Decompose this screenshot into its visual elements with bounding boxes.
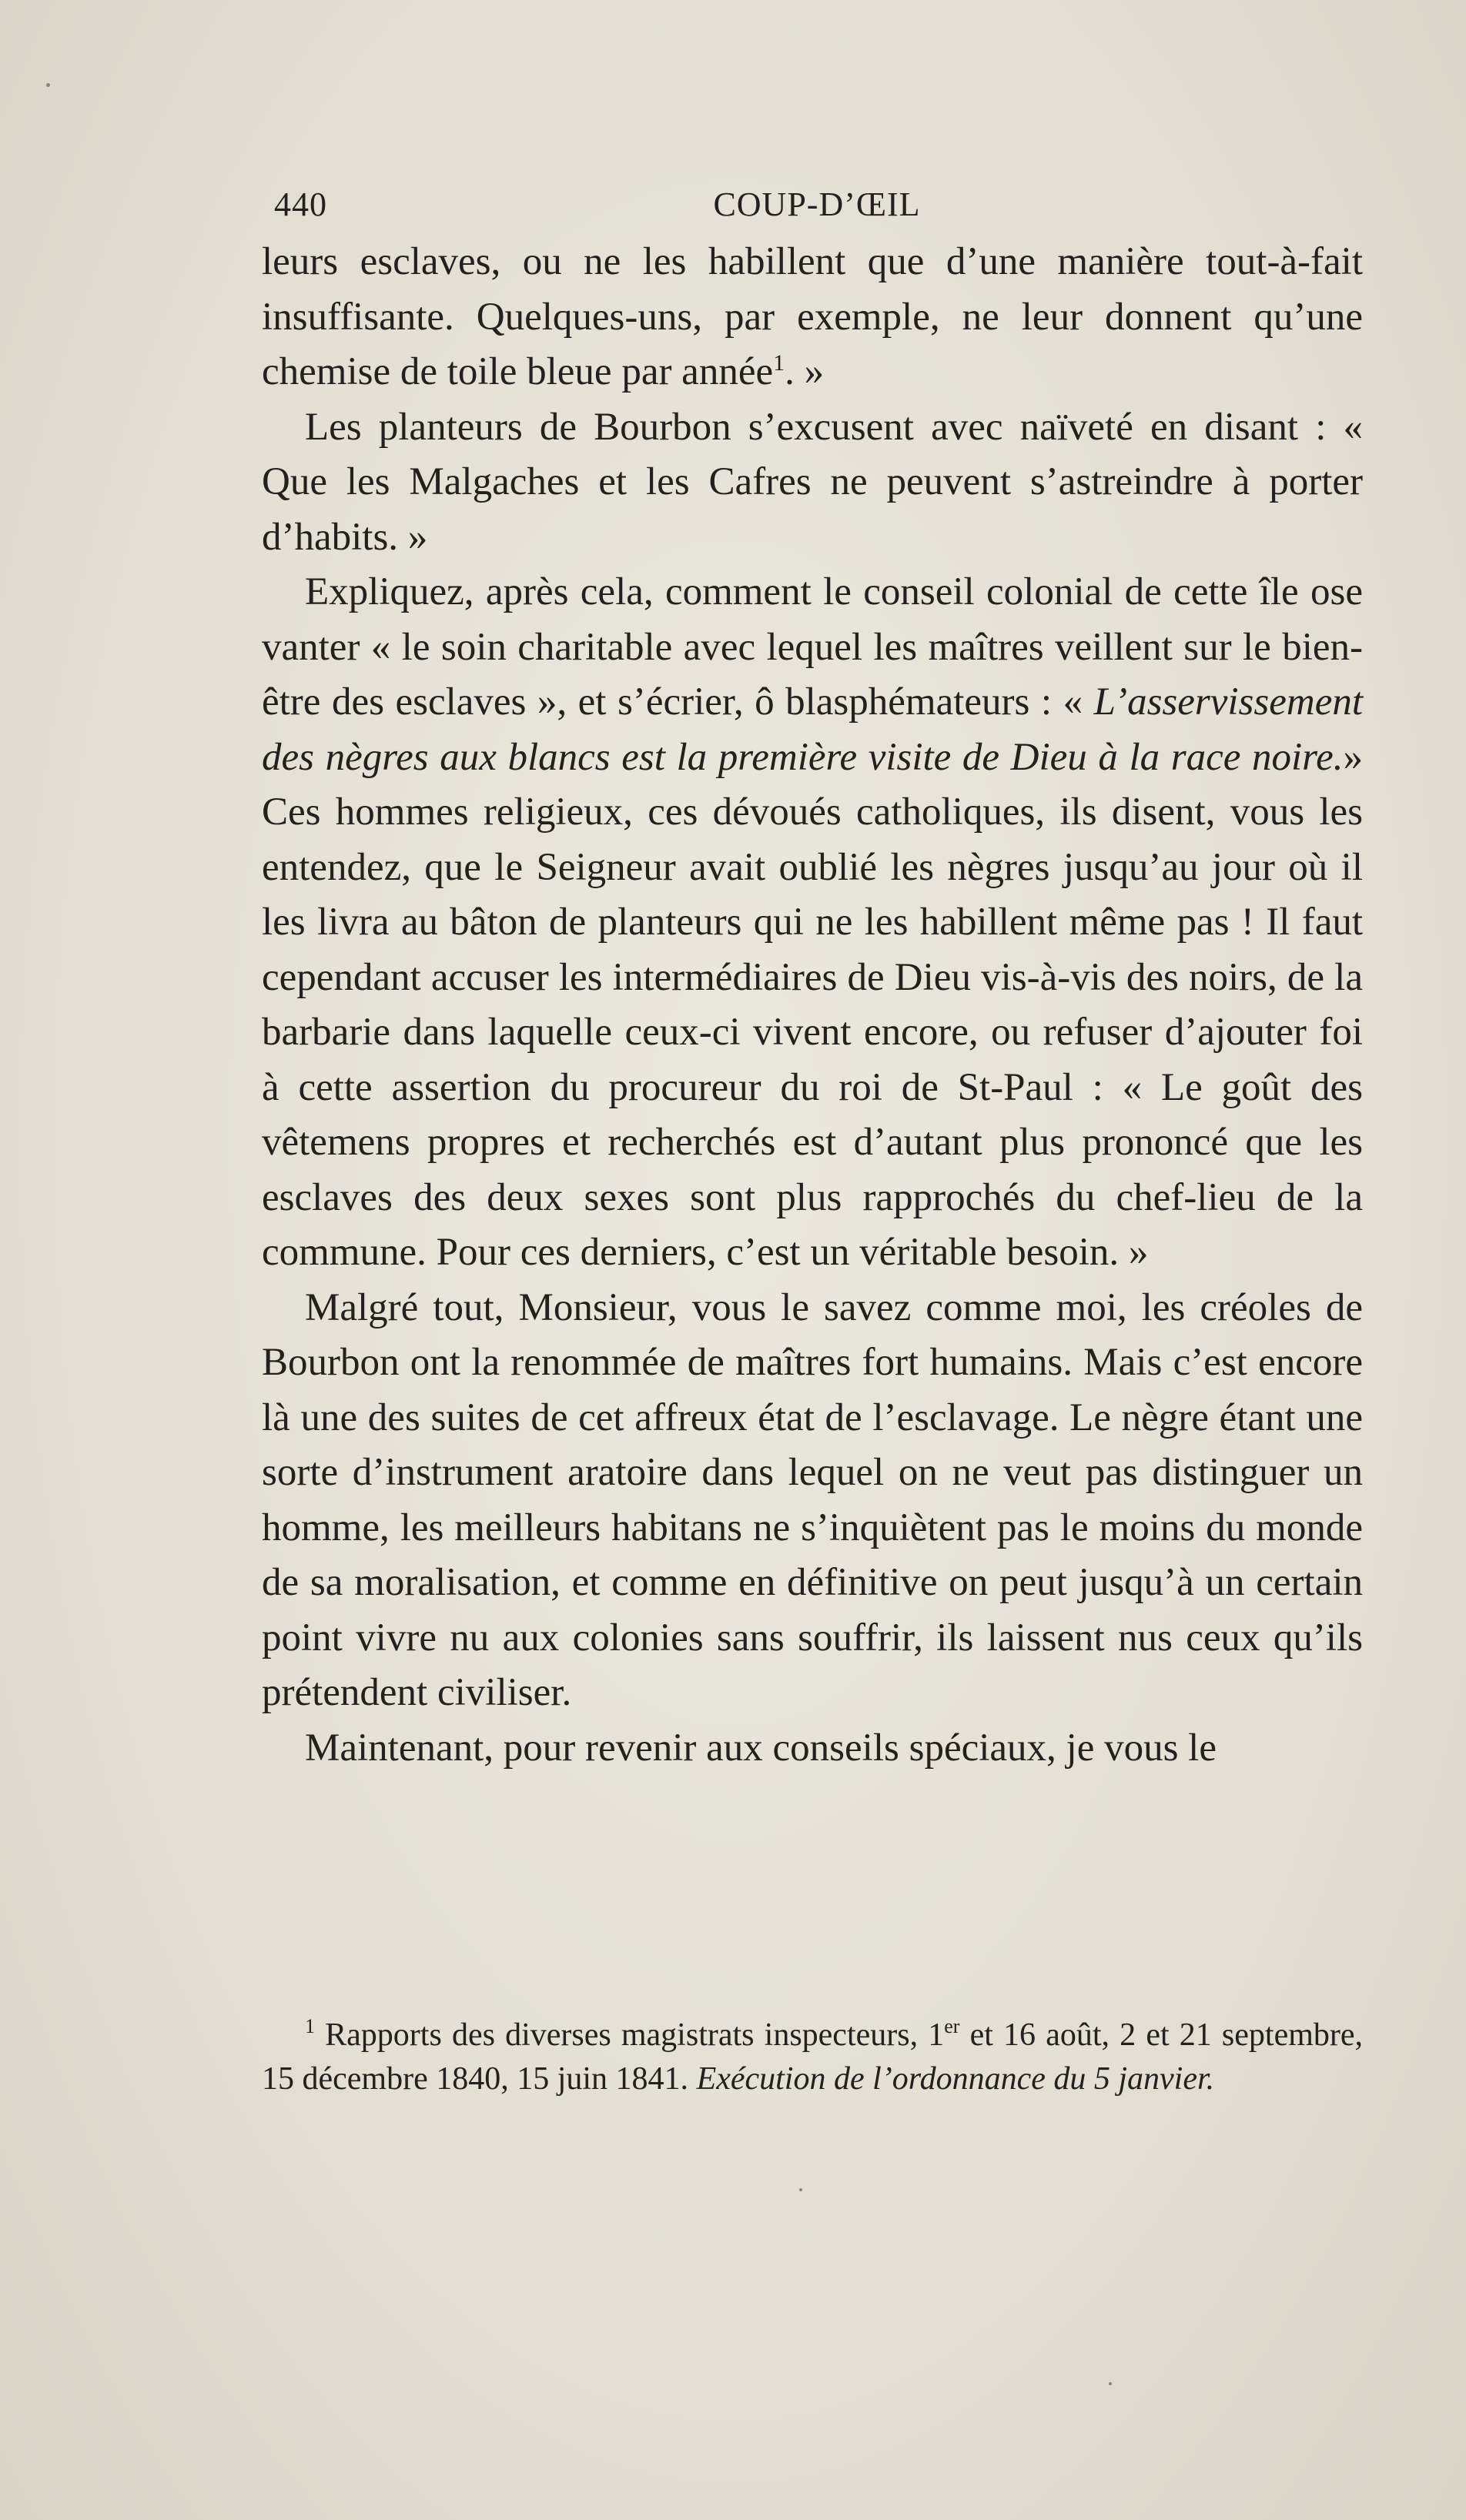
paragraph-3-text-b: » Ces hommes religieux, ces dévoués catholiques, ils disent, vous les entendez, que le Seigneur avait oublié les nègres jusqu’au jour où il les livra au bâton de planteurs qui ne les habillent même pas ! Il faut cependant accuser les intermédiaires de Dieu vis-à-vis des noirs, de la barbarie dans laquelle ceux-ci vivent encore, ou refuser d’ajouter foi à cette assertion du procureur du roi de St-Paul : « Le goût des vêtemens propres et recherchés est d’autant plus prononcé que les esclaves des deux sexes sont plus rapprochés du chef-lieu de la commune. Pour ces derniers, c’est un véritable besoin. » [262, 735, 1363, 1274]
footnotes [262, 2014, 1363, 2101]
paragraph-1-close: . » [785, 350, 825, 393]
paragraph-1-text: leurs esclaves, ou ne les habillent que d’une manière tout-à-fait insuffisante. Quelques-uns, par exemple, ne leur donnent qu’une chemise de toile bleue par année [262, 240, 1363, 393]
running-title: COUP-D’ŒIL [713, 185, 921, 223]
body-text [262, 235, 1363, 1776]
footnote-reference: 1 [773, 350, 785, 376]
paper-speck [799, 2188, 802, 2191]
paragraph-5: Maintenant, pour revenir aux conseils spéciaux, je vous le [305, 1726, 1217, 1770]
paragraph-3 [262, 565, 1363, 1281]
page-number: 440 [274, 185, 327, 223]
running-head [274, 179, 1360, 232]
footnote-1 [262, 2014, 1363, 2101]
footnote-text-b: et 16 août, 2 et 21 septembre, 15 décembre 1840, 15 juin 1841. [262, 2017, 1364, 2097]
paragraph-4: Malgré tout, Monsieur, vous le savez comme moi, les créoles de Bourbon ont la renommée de maîtres fort humains. Mais c’est encore là une des suites de cet affreux état de l’esclavage. Le nègre étant une sorte d’instrument aratoire dans lequel on ne veut pas distinguer un homme, les meilleurs habitans ne s’inquiètent pas le moins du monde de sa moralisation, et comme en définitive on peut jusqu’à un certain point vivre nu aux colonies sans souffrir, ils laissent nus ceux qu’ils prétendent civiliser. [262, 1285, 1363, 1714]
paragraph-3-italic-quote: L’asservissement des nègres aux blancs est la première visite de Dieu à la race noire. [262, 680, 1364, 779]
footnote-marker: 1 [305, 2015, 315, 2037]
paragraph-3-text-a: Expliquez, après cela, comment le conseil colonial de cette île ose vanter « le soin charitable avec lequel les maîtres veillent sur le bien-être des esclaves », et s’écrier, ô blasphémateurs : « [262, 570, 1363, 724]
paragraph-continued [262, 235, 1363, 400]
footnote-text-a: Rapports des diverses magistrats inspecteurs, 1 [325, 2017, 945, 2053]
paper-speck [1109, 2382, 1112, 2385]
paragraph-2: Les planteurs de Bourbon s’excusent avec naïveté en disant : « Que les Malgaches et les Cafres ne peuvent s’astreindre à porter d’habits. » [262, 405, 1363, 559]
footnote-ordinal-suffix: er [944, 2015, 960, 2037]
paper-speck [46, 83, 50, 87]
footnote-italic-title: Exécution de l’ordonnance du 5 janvier. [696, 2061, 1215, 2097]
